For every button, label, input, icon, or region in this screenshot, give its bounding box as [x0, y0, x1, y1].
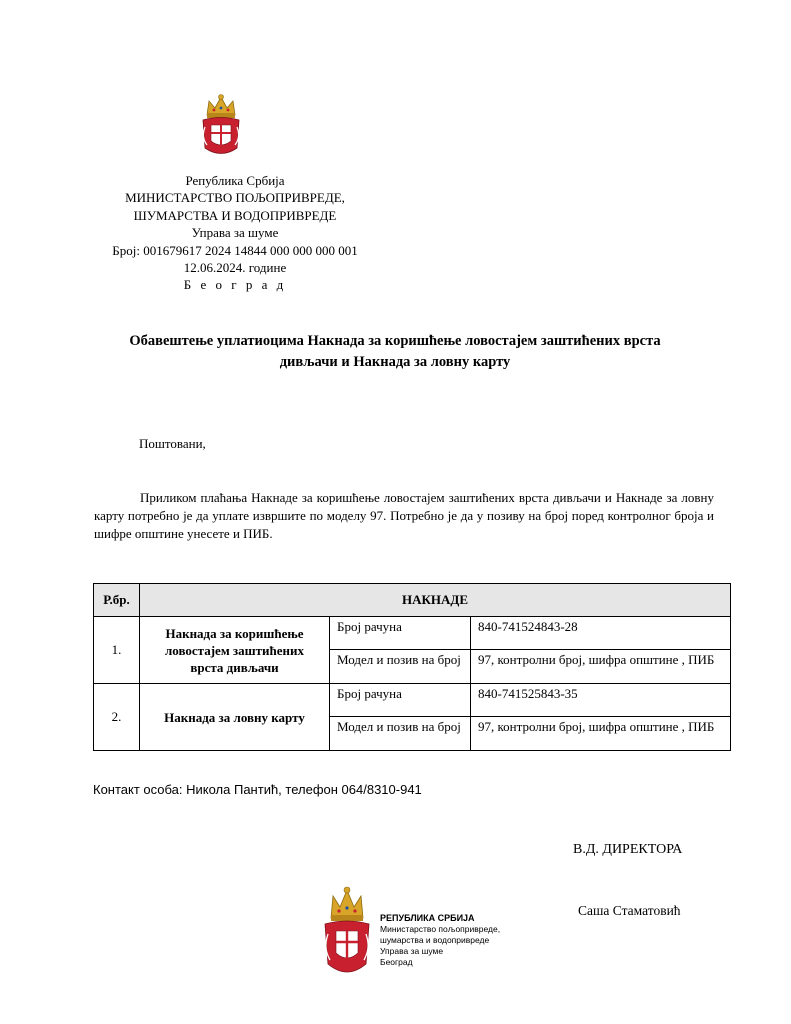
- account-value: 840-741525843-35: [471, 684, 731, 717]
- body-text: [94, 489, 714, 543]
- model-value: 97, контролни број, шифра општине , ПИБ: [471, 717, 731, 751]
- greeting: Поштовани,: [139, 436, 206, 451]
- model-label: Модел и позив на број: [330, 650, 471, 684]
- director-title: В.Д. ДИРЕКТОРА: [573, 842, 683, 857]
- model-label: Модел и позив на број: [330, 717, 471, 751]
- stamp-line-2: Министарство пољопривреде,: [380, 924, 501, 934]
- title-line-2: дивљачи и Накнада за ловну карту: [279, 354, 511, 370]
- contact-person: Контакт особа: Никола Пантић, телефон 064/8310-941: [93, 782, 422, 797]
- column-header-number: Р.бр.: [94, 584, 140, 617]
- title-line-1: Обавештење уплатиоцима Накнада за коришћење ловостајем заштићених врста: [129, 333, 661, 349]
- fee-name: Накнада за ловну карту: [140, 684, 330, 751]
- stamp-line-5: Београд: [380, 957, 413, 967]
- row-number: 1.: [94, 617, 140, 684]
- body-paragraph: Приликом плаћања Накнаде за коришћење ловостајем заштићених врста дивљачи и Накнаде за ловну карту потребно је да уплате извршите по моделу 97. Потребно је да у позиву на број поред контролног броја и шифре општине унесете и ПИБ.: [94, 490, 714, 541]
- ministry-line-1: МИНИСТАРСТВО ПОЉОПРИВРЕДЕ,: [125, 190, 345, 206]
- document-city: Б е о г р а д: [183, 277, 287, 293]
- account-value: 840-741524843-28: [471, 617, 731, 650]
- stamp-line-1: РЕПУБЛИКА СРБИЈА: [380, 913, 475, 923]
- stamp-line-4: Управа за шуме: [380, 946, 444, 956]
- official-stamp: [380, 913, 500, 968]
- table-row: [94, 684, 731, 717]
- document-title: [80, 331, 710, 373]
- table-header-row: [94, 584, 731, 617]
- ministry-line-2: ШУМАРСТВА И ВОДОПРИВРЕДЕ: [133, 207, 337, 223]
- stamp-line-3: шумарства и водопривреде: [380, 935, 490, 945]
- stamp-coat-of-arms-icon: [322, 884, 372, 980]
- republic-name: Република Србија: [185, 173, 285, 188]
- account-label: Број рачуна: [330, 684, 471, 717]
- table-row: [94, 617, 731, 650]
- document-date: 12.06.2024. године: [183, 260, 287, 276]
- fees-table: [93, 583, 731, 751]
- document-number: Број: 001679617 2024 14844 000 000 000 001: [112, 242, 358, 258]
- row-number: 2.: [94, 684, 140, 751]
- coat-of-arms-icon: [199, 93, 243, 159]
- department-name: Управа за шуме: [191, 225, 279, 241]
- fee-name: Накнада за коришћење ловостајем заштићених врста дивљачи: [140, 617, 330, 684]
- model-value: 97, контролни број, шифра општине , ПИБ: [471, 650, 731, 684]
- letterhead: [60, 172, 410, 294]
- column-header-fees: НАКНАДЕ: [140, 584, 731, 617]
- signer-name: Саша Стаматовић: [578, 903, 681, 918]
- account-label: Број рачуна: [330, 617, 471, 650]
